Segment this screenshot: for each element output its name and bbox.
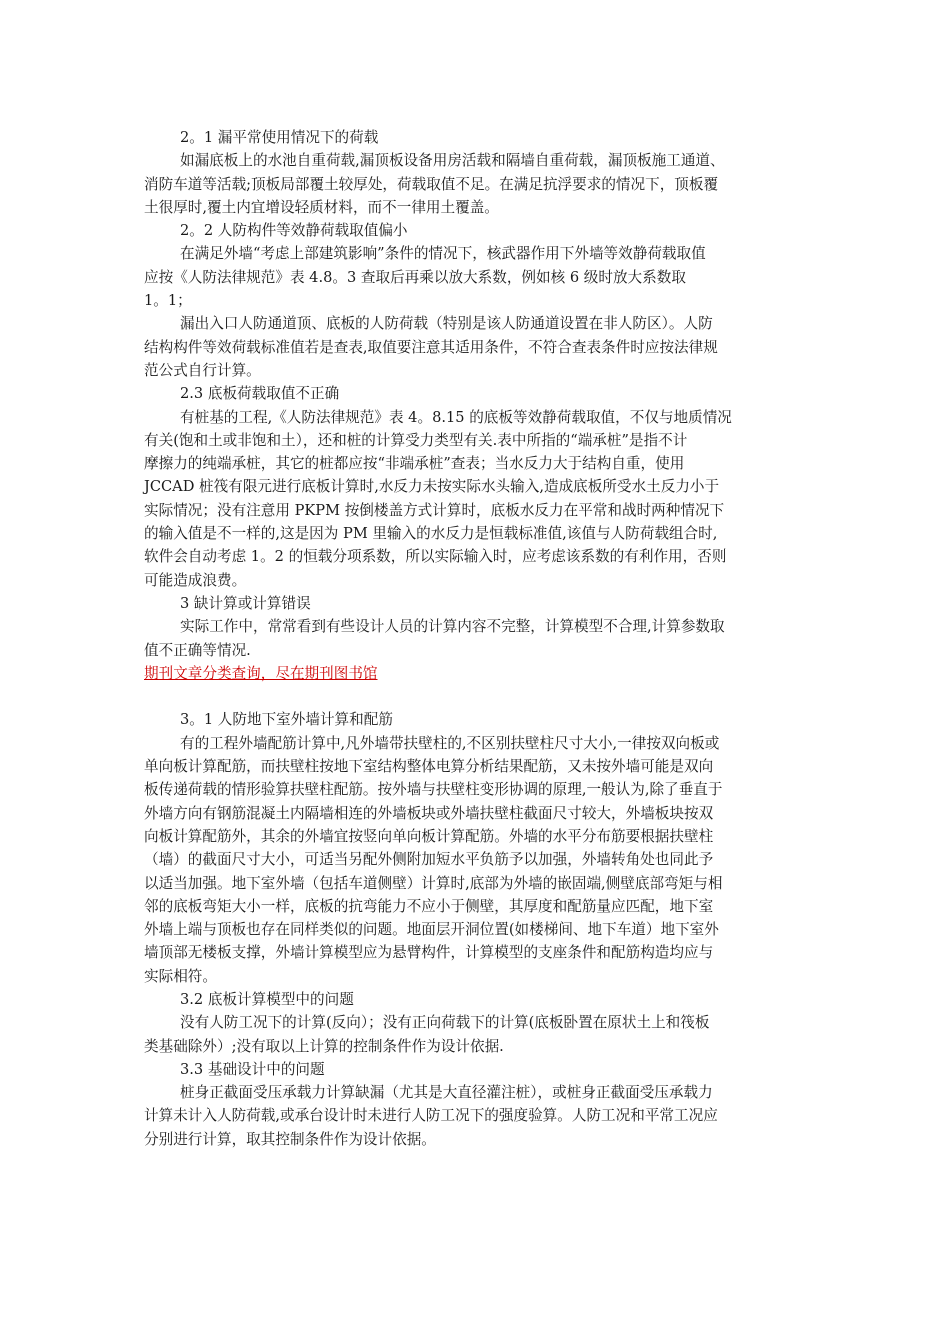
text-line: 1。1； — [144, 292, 192, 310]
section-2-text — [144, 126, 812, 662]
text-line: 分别进行计算，取其控制条件作为设计依据。 — [144, 1130, 436, 1148]
text-line: 3。1 人防地下室外墙计算和配筋 — [180, 711, 393, 729]
text-line: 摩擦力的纯端承桩，其它的桩都应按“非端承桩”查表；当水反力大于结构自重，使用 — [144, 455, 685, 473]
text-line: 的输入值是不一样的,这是因为 PM 里输入的水反力是恒载标准值,该值与人防荷载组合时, — [144, 525, 718, 543]
text-line: 有桩基的工程,《人防法律规范》表 4。8.15 的底板等效静荷载取值，不仅与地质情况 — [180, 408, 732, 426]
text-line: 桩身正截面受压承载力计算缺漏（尤其是大直径灌注桩），或桩身正截面受压承载力 — [180, 1084, 713, 1102]
text-line: 可能造成浪费。 — [144, 571, 247, 589]
text-line: 消防车道等活载;顶板局部覆土较厚处，荷载取值不足。在满足抗浮要求的情况下，顶板覆 — [144, 175, 719, 193]
text-line: 板传递荷载的情形验算扶壁柱配筋。按外墙与扶壁柱变形协调的原理,一般认为,除了垂直于 — [144, 781, 723, 799]
text-line: 有的工程外墙配筋计算中,凡外墙带扶壁柱的,不区别扶壁柱尺寸大小,一律按双向板或 — [180, 734, 720, 752]
text-line: 软件会自动考虑 1。2 的恒载分项系数，所以实际输入时，应考虑该系数的有利作用，否则 — [144, 548, 727, 566]
text-line: 实际情况；没有注意用 PKPM 按倒楼盖方式计算时，底板水反力在平常和战时两种情况下 — [144, 501, 725, 519]
text-line: 3.2 底板计算模型中的问题 — [180, 990, 354, 1008]
text-line: 外墙方向有钢筋混凝土内隔墙相连的外墙板块或外墙扶壁柱截面尺寸较大，外墙板块按双 — [144, 804, 714, 822]
section-3-text — [144, 708, 812, 1151]
text-line: 在满足外墙“考虑上部建筑影响”条件的情况下，核武器作用下外墙等效静荷载取值 — [180, 245, 706, 263]
text-line: 外墙上端与顶板也存在同样类似的问题。地面层开洞位置(如楼梯间、地下车道）地下室外 — [144, 921, 719, 939]
text-line: 2。1 漏平常使用情况下的荷载 — [180, 129, 379, 146]
text-line: 结构构件等效荷载标准值若是查表,取值要注意其适用条件，不符合查表条件时应按法律规 — [144, 338, 718, 356]
text-line: 如漏底板上的水池自重荷载,漏顶板设备用房活载和隔墙自重荷载，漏顶板施工通道、 — [180, 152, 725, 170]
text-line: 2。2 人防构件等效静荷载取值偏小 — [180, 222, 408, 240]
text-line: 以适当加强。地下室外墙（包括车道侧壁）计算时,底部为外墙的嵌固端,侧壁底部弯矩与相 — [144, 874, 723, 892]
document-body — [144, 126, 812, 1151]
text-line: 没有人防工况下的计算(反向）；没有正向荷载下的计算(底板卧置在原状土上和筏板 — [180, 1014, 710, 1032]
text-line: 向板计算配筋外，其余的外墙宜按竖向单向板计算配筋。外墙的水平分布筋要根据扶壁柱 — [144, 827, 714, 845]
text-line: 3 缺计算或计算错误 — [180, 594, 311, 612]
text-line: 3.3 基础设计中的问题 — [180, 1060, 325, 1078]
text-line: JCCAD 桩筏有限元进行底板计算时,水反力未按实际水头输入,造成底板所受水土反力小于 — [144, 478, 720, 496]
text-line: 有关(饱和土或非饱和土），还和桩的计算受力类型有关.表中所指的“端承桩”是指不计 — [144, 431, 688, 449]
text-line: 漏出入口人防通道顶、底板的人防荷载（特别是该人防通道设置在非人防区）。人防 — [180, 315, 713, 333]
text-line: 实际相符。 — [144, 967, 217, 985]
journal-link[interactable]: 期刊文章分类查询，尽在期刊图书馆 — [144, 664, 378, 682]
text-line: 实际工作中，常常看到有些设计人员的计算内容不完整，计算模型不合理,计算参数取 — [180, 618, 725, 636]
text-line: 土很厚时,覆土内宜增设轻质材料，而不一律用土覆盖。 — [144, 198, 499, 216]
text-line: 值不正确等情况. — [144, 641, 251, 659]
blank-line — [144, 685, 812, 708]
text-line: 单向板计算配筋，而扶壁柱按地下室结构整体电算分析结果配筋，又未按外墙可能是双向 — [144, 758, 714, 776]
text-line: 墙顶部无楼板支撑，外墙计算模型应为悬臂构件，计算模型的支座条件和配筋构造均应与 — [144, 944, 714, 962]
text-line: 2.3 底板荷载取值不正确 — [180, 385, 340, 403]
text-line: 类基础除外）;没有取以上计算的控制条件作为设计依据. — [144, 1037, 504, 1055]
text-line: 应按《人防法律规范》表 4.8。3 查取后再乘以放大系数，例如核 6 级时放大系数取 — [144, 268, 686, 286]
text-line: 邻的底板弯矩大小一样，底板的抗弯能力不应小于侧壁，其厚度和配筋量应匹配，地下室 — [144, 897, 714, 915]
text-line: 计算未计入人防荷载,或承台设计时未进行人防工况下的强度验算。人防工况和平常工况应 — [144, 1107, 718, 1125]
text-line: （墙）的截面尺寸大小，可适当另配外侧附加短水平负筋予以加强，外墙转角处也同此予 — [144, 851, 714, 869]
text-line: 范公式自行计算。 — [144, 361, 261, 379]
